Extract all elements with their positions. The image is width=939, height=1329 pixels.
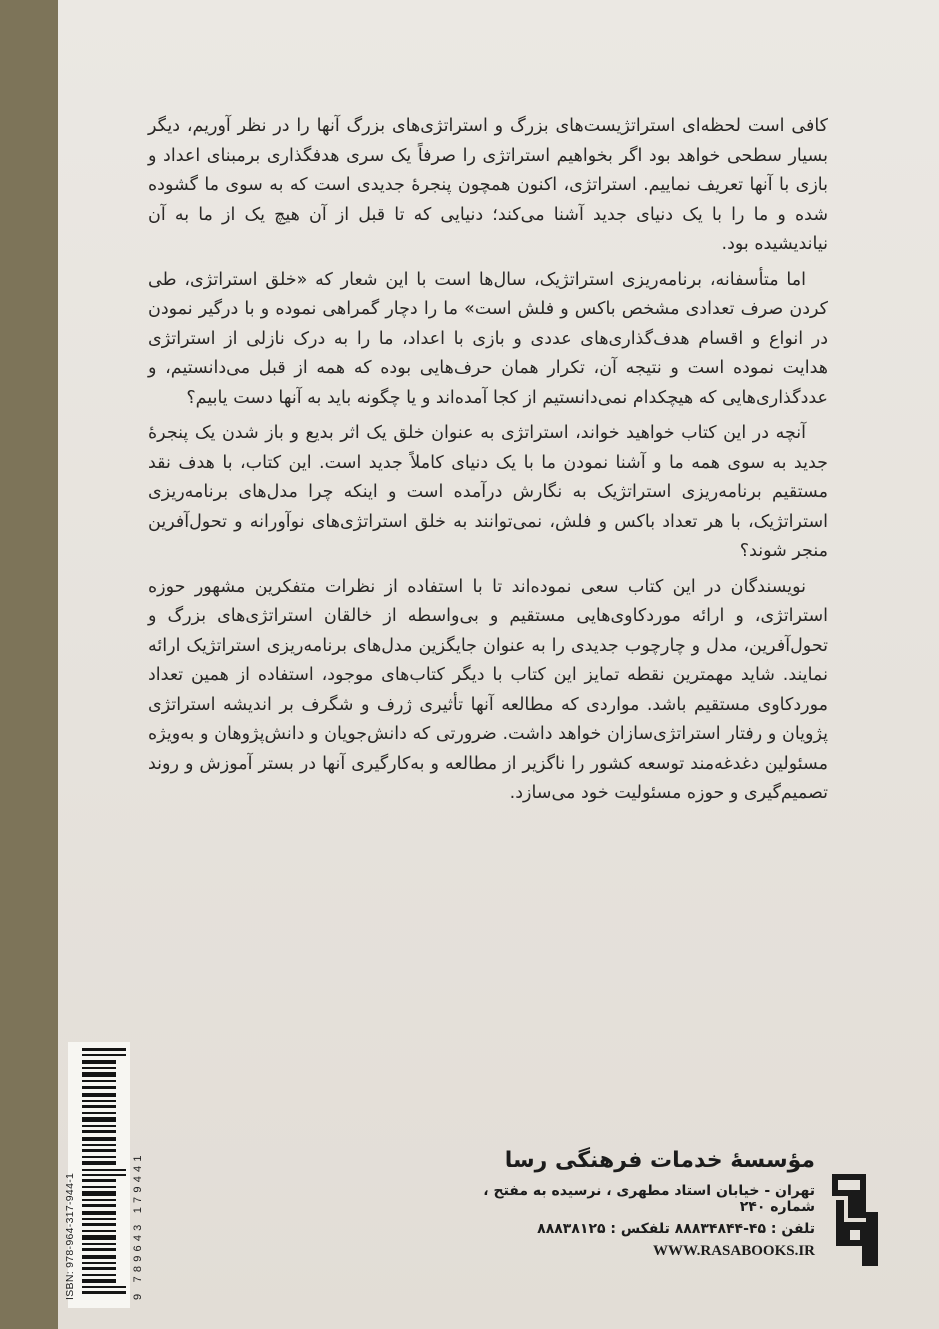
isbn-digits: 9 789643 179441 xyxy=(132,1151,144,1300)
blurb-paragraph-3: آنچه در این کتاب خواهید خواند، استراتژی به عنوان خلق یک اثر بدیع و باز شدن یک پنجرهٔ جدید به سوی همه ما و آشنا نمودن ما با یک دنیای کاملاً جدید است. این کتاب، با هدف نقد مستقیم برنامه‌ریزی استراتژیک به نگارش درآمده است و اینکه چرا مدل‌های برنامه‌ریزی استراتژیک، با هر تعداد باکس و فلش، نمی‌توانند به خلق استراتژی‌های نوآورانه و تحول‌آفرین منجر شوند؟ xyxy=(148,423,828,561)
blurb-paragraph-1: کافی است لحظه‌ای استراتژیست‌های بزرگ و استراتژی‌های بزرگ آنها را در نظر آوریم، دیگر بسیار سطحی خواهد بود اگر بخواهیم استراتژی را صرفاً یک سری هدفگذاری برمبنای اعداد و بازی با آنها تعریف نماییم. استراتژی، اکنون همچون پنجرهٔ جدیدی است که به سوی ما گشوده شده و ما را با یک دنیای جدید آشنا می‌کند؛ دنیایی که تا قبل از آن هیچ یک از ما به آن نیاندیشیده بود. xyxy=(148,116,828,254)
blurb-text xyxy=(148,112,828,815)
barcode-icon xyxy=(68,1042,130,1308)
publisher-name: مؤسسهٔ خدمات فرهنگی رسا xyxy=(504,1148,815,1173)
rasa-logo-icon xyxy=(826,1172,884,1268)
publisher-block xyxy=(460,1148,815,1260)
publisher-phone: تلفن : ۴۵-۸۸۸۳۴۸۴۴ تلفکس : ۸۸۸۳۸۱۲۵ xyxy=(537,1221,815,1237)
publisher-logo xyxy=(826,1172,884,1268)
isbn-label: ISBN: 978-964-317-944-1 xyxy=(64,1172,76,1300)
publisher-website[interactable]: WWW.RASABOOKS.IR xyxy=(653,1243,815,1259)
book-spine xyxy=(0,0,58,1329)
isbn-barcode xyxy=(68,1042,130,1308)
blurb-paragraph-2: اما متأسفانه، برنامه‌ریزی استراتژیک، سال‌ها است با این شعار که «خلق استراتژی، طی کردن صرف تعدادی مشخص باکس و فلش است» ما را دچار گمراهی نموده و با درگیر نمودن در انواع و اقسام هدف‌گذاری‌های عددی و بازی با اعداد، ما را به درک نازلی از استراتژی هدایت نموده است و نتیجه آن، تکرار همان حرف‌هایی بوده که همه از قبل می‌دانستیم، و عددگذاری‌هایی که هیچکدام نمی‌دانستیم از کجا آمده‌اند و یا چگونه باید به آنها دست یابیم؟ xyxy=(148,269,828,408)
blurb-paragraph-4: نویسندگان در این کتاب سعی نموده‌اند تا با استفاده از نظرات متفکرین مشهور حوزه استراتژی، و ارائه موردکاوی‌هایی مستقیم و بی‌واسطه از خالقان استراتژی‌های بزرگ و تحول‌آفرین، مدل و چارچوب جدیدی را به عنوان جایگزین مدل‌های برنامه‌ریزی استراتژیک ارائه نمایند. شاید مهمترین نقطه تمایز این کتاب با دیگر کتاب‌های موجود، استفاده از همین تعداد موردکاوی مستقیم باشد. مواردی که مطالعه آنها تأثیری ژرف و شگرف بر اندیشه استراتژی پژویان و رفتار استراتژی‌سازان خواهد داشت. ضرورتی که دانش‌جویان و دانش‌پژوهان و به‌ویژه مسئولین دغدغه‌مند توسعه کشور را ناگزیر از مطالعه و به‌کارگیری آنها در بستر آموزش و روند تصمیم‌گیری و حوزه مسئولیت خود می‌سازد. xyxy=(148,576,828,803)
publisher-address: تهران - خیابان استاد مطهری ، نرسیده به مفتح ، شماره ۲۴۰ xyxy=(483,1183,815,1215)
